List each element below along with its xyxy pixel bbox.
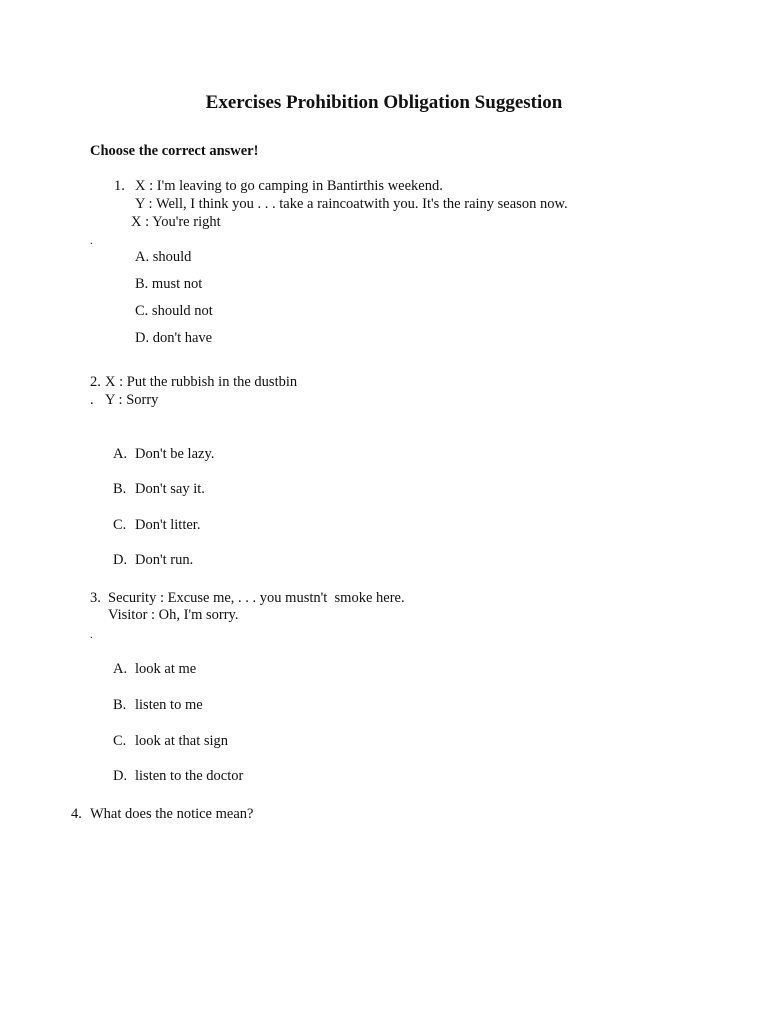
dialogue-line: Y : Well, I think you . . . take a raincoatwith you. It's the rainy season now. bbox=[135, 196, 568, 212]
dialogue-line: Visitor : Oh, I'm sorry. bbox=[108, 607, 239, 623]
option-letter: C. bbox=[113, 733, 127, 749]
option-letter: D. bbox=[113, 552, 128, 568]
option-c[interactable]: C. should not bbox=[135, 303, 213, 319]
dialogue-line: X : Put the rubbish in the dustbin bbox=[105, 374, 298, 390]
option-text: Don't be lazy. bbox=[135, 446, 215, 462]
option-text: listen to the doctor bbox=[135, 768, 244, 784]
option-d[interactable]: D. don't have bbox=[135, 330, 213, 346]
option-text: Don't litter. bbox=[135, 517, 201, 533]
option-text: look at me bbox=[135, 661, 197, 677]
dialogue-line: Security : Excuse me, . . . you mustn't smoke here. bbox=[108, 590, 405, 606]
dialogue-line: Y : Sorry bbox=[105, 392, 159, 408]
stray-mark: . bbox=[90, 629, 93, 641]
question-number: 1. bbox=[114, 178, 125, 194]
option-letter: B. bbox=[113, 697, 127, 713]
stray-mark: . bbox=[90, 392, 94, 408]
question-number: 3. bbox=[90, 590, 101, 606]
option-letter: B. bbox=[113, 481, 127, 497]
dialogue-line: X : You're right bbox=[131, 214, 221, 230]
option-text: listen to me bbox=[135, 697, 203, 713]
instruction-text: Choose the correct answer! bbox=[90, 143, 259, 159]
option-letter: D. bbox=[113, 768, 128, 784]
question-text: What does the notice mean? bbox=[90, 806, 254, 822]
question-number: 4. bbox=[71, 806, 82, 822]
option-text: Don't run. bbox=[135, 552, 194, 568]
option-text: Don't say it. bbox=[135, 481, 205, 497]
option-b[interactable]: B. must not bbox=[135, 276, 203, 292]
dialogue-line: X : I'm leaving to go camping in Bantirthis weekend. bbox=[135, 178, 443, 194]
stray-mark: . bbox=[90, 235, 93, 247]
question-number: 2. bbox=[90, 374, 101, 390]
option-letter: A. bbox=[113, 661, 128, 677]
option-a[interactable]: A. should bbox=[135, 249, 192, 265]
option-text: look at that sign bbox=[135, 733, 229, 749]
option-letter: C. bbox=[113, 517, 127, 533]
page-title: Exercises Prohibition Obligation Suggestion bbox=[205, 92, 563, 113]
option-letter: A. bbox=[113, 446, 128, 462]
